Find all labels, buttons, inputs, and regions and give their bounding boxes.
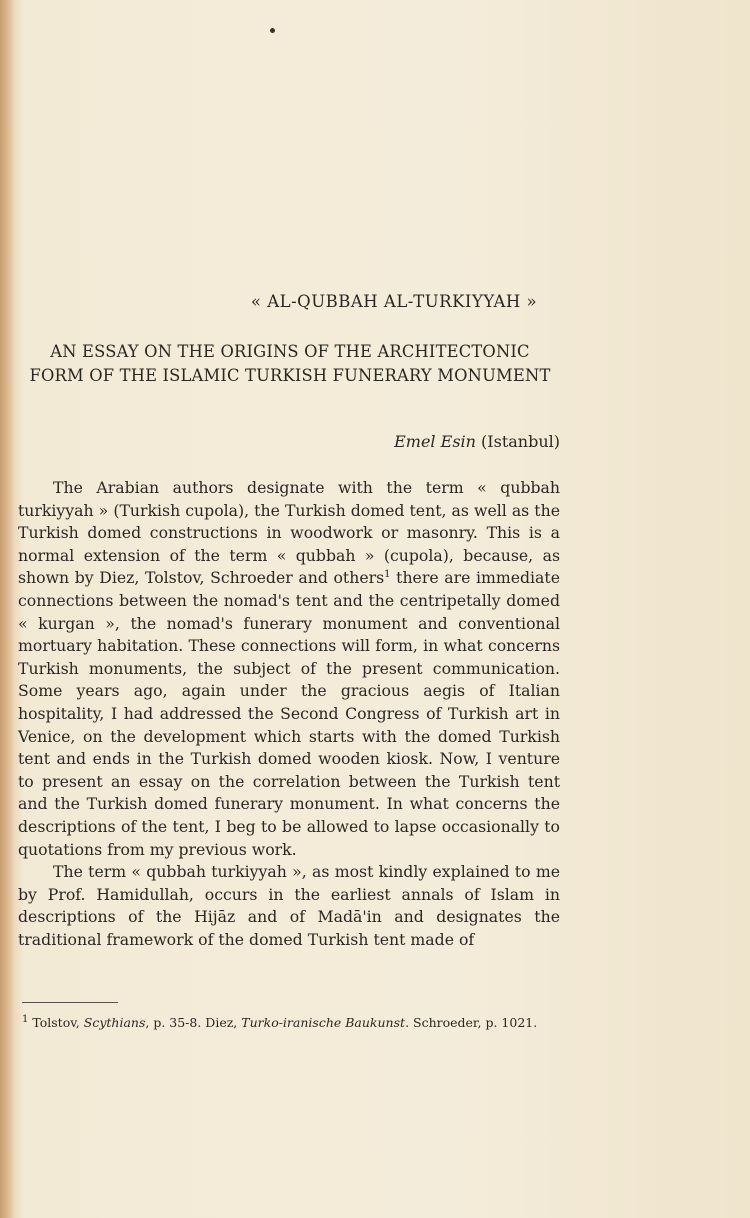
author-location: (Istanbul) (481, 432, 560, 451)
footnote-work-2: Turko-iranische Baukunst (241, 1015, 406, 1030)
article-body (18, 477, 560, 951)
subtitle-line-2: FORM OF THE ISLAMIC TURKISH FUNERARY MONUMENT (29, 366, 551, 385)
ink-speck (269, 27, 276, 34)
paragraph-1-part-1: The Arabian authors designate with the term « qubbah turkiyyah » (Turkish cupola), the Turkish domed tent, as well as the Turkish domed constructions in woodwork or masonry. This is a normal extension of the term « qubbah » (cupola), because, as shown by Diez, Tolstov, Schroeder and others (18, 478, 560, 588)
footnote-text-1: , p. 35-8. Diez, (145, 1015, 242, 1030)
footnote-divider (22, 1002, 118, 1003)
footnote-ref-1: 1 (384, 569, 391, 581)
footnote-work-1: Scythians (83, 1015, 146, 1030)
author-byline (394, 432, 560, 451)
author-name: Emel Esin (394, 432, 476, 451)
paragraph-1-part-2: there are immediate connections between the nomad's tent and the centripetally domed « kurgan », the nomad's funerary monument and conventional mortuary habitation. These connections will form, in what concerns Turkish monuments, the subject of the present communication. Some years ago, again under the gracious aegis of Italian hospitality, I had addressed the Second Congress of Turkish art in Venice, on the development which starts with the domed Turkish tent and ends in the Turkish domed wooden kiosk. Now, I venture to present an essay on the correlation between the Turkish tent and the Turkish domed funerary monument. In what concerns the descriptions of the tent, I beg to be allowed to lapse occasionally to quotations from my previous work. (18, 568, 561, 859)
subtitle-line-1: AN ESSAY ON THE ORIGINS OF THE ARCHITECTONIC (50, 342, 530, 361)
page-spine-shadow (0, 0, 14, 1218)
article-title: « AL-QUBBAH AL-TURKIYYAH » (250, 292, 538, 311)
footnote-text-2: . Schroeder, p. 1021. (405, 1015, 538, 1030)
paragraph-1 (18, 477, 560, 861)
footnote-marker: 1 (22, 1013, 29, 1025)
paragraph-2: The term « qubbah turkiyyah », as most kindly explained to me by Prof. Hamidullah, occurs in the earliest annals of Islam in descriptions of the Hijāz and of Madā'in and designates the traditional framework of the domed Turkish tent made of (18, 862, 560, 949)
footnote-author-1: Tolstov, (32, 1015, 84, 1030)
article-subtitle (18, 340, 562, 388)
footnote-1 (22, 1015, 560, 1031)
